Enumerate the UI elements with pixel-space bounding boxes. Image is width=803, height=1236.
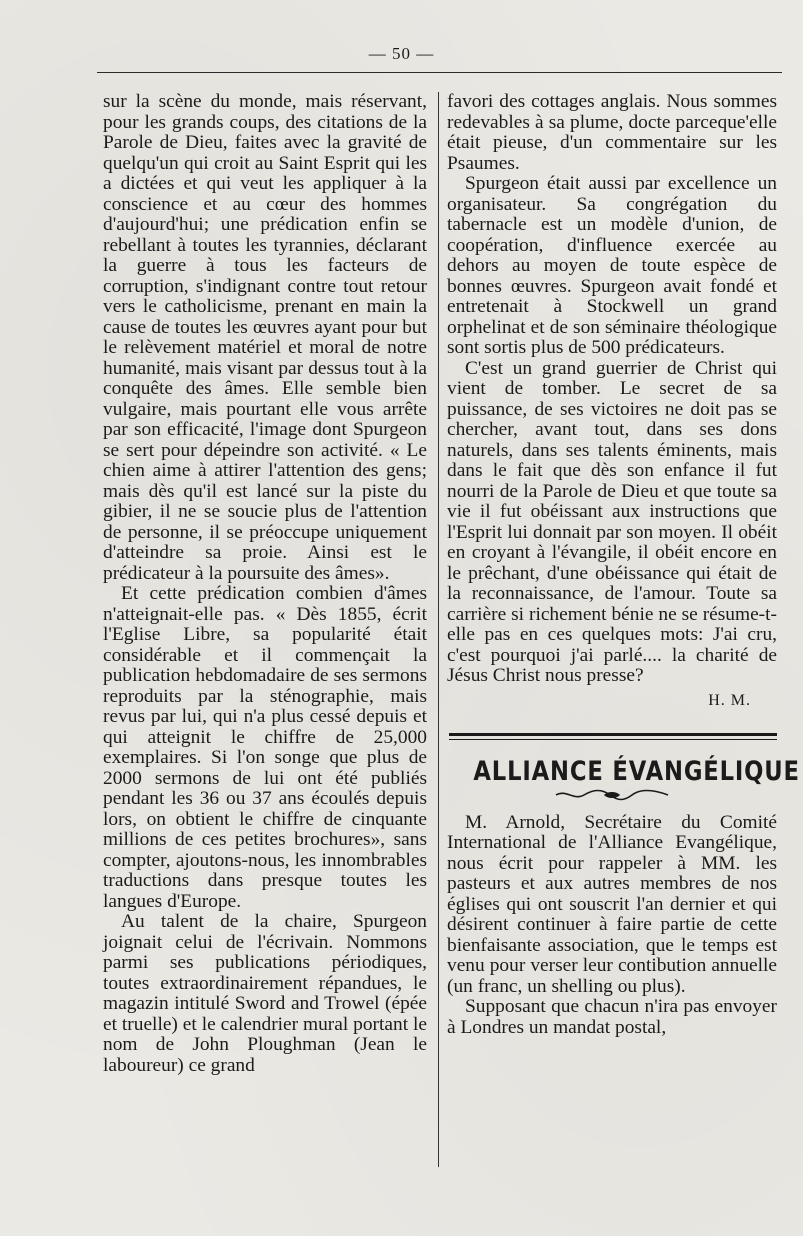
right-column — [447, 91, 800, 1038]
left-paragraph-3: Au talent de la chaire, Spurgeon joignait celui de l'écrivain. Nommons parmi ses publications périodiques, toutes extraordinairement répandues, le magazin intitulé Sword and Trowel (épée et truelle) et le calendrier mural portant le nom de John Ploughman (Jean le laboureur) ce grand — [103, 911, 427, 1076]
left-paragraph-1: sur la scène du monde, mais réservant, pour les grands coups, des citations de la Parole de Dieu, faites avec la gravité de quelqu'un qui croit au Saint Esprit qui les a dictées et qui veut les appliquer à la conscience et au cœur des hommes d'aujourd'hui; une prédication enfin se rebellant à toutes les tyrannies, déclarant la guerre à tous les facteurs de corruption, s'indignant contre tout retour vers le catholicisme, prenant en main la cause de toutes les œuvres ayant pour but le relèvement matériel et moral de notre humanité, mais visant par dessus tout à la conquête des âmes. Elle semble bien vulgaire, mais pourtant elle vous arrête par son efficacité, l'image dont Spurgeon se sert pour dépeindre son activité. « Le chien aime à attirer l'attention des gens; mais dès qu'il est lancé sur la piste du gibier, il ne se soucie plus de l'attention de personne, il se préoccupe uniquement d'atteindre sa proie. Ainsi est le prédicateur à la poursuite des âmes». — [103, 91, 427, 584]
column-divider — [438, 92, 439, 1167]
section-rule-thick — [449, 733, 777, 736]
article-signature: H. M. — [708, 691, 751, 709]
section-paragraph-2: Supposant que chacun n'ira pas envoyer à Londres un mandat postal, — [447, 996, 777, 1038]
left-column — [103, 92, 427, 1076]
page-number: — 50 — — [368, 44, 435, 63]
section-rule-thin — [449, 739, 777, 740]
left-paragraph-2: Et cette prédication combien d'âmes n'atteignait-elle pas. « Dès 1855, écrit l'Eglise Libre, sa popularité était considérable et il commençait la publication hebdomadaire de ses sermons reproduits par la sténographie, mais revus par lui, qui n'a plus cessé depuis et qui atteignit le chiffre de 25,000 exemplaires. Si l'on songe que plus de 2000 sermons de lui ont été publiés pendant les 36 ou 37 ans écoulés depuis lors, on obtient le chiffre de cinquante millions de ces petites brochures», sans compter, ajoutons-nous, les innombrables traductions dans presque toutes les langues d'Europe. — [103, 583, 427, 912]
right-paragraph-3: C'est un grand guerrier de Christ qui vient de tomber. Le secret de sa puissance, de ses victoires ne doit pas se chercher, avant tout, dans ses dons naturels, dans ses talents éminents, mais dans le fait que dès son enfance il fut nourri de la Parole de Dieu et que toute sa vie il fut obéissant aux instructions que l'Esprit lui donnait par son moyen. Il obéit en croyant à l'évangile, il obéit encore en le prêchant, d'une obéissance qui était de la reconnaissance, de l'amour. Toute sa carrière si richement bénie ne se résume-t-elle pas en ces quelques mots: J'ai cru, c'est pourquoi j'ai parlé.... la charité de Jésus Christ nous presse? — [447, 357, 777, 686]
ornament-flourish-icon — [552, 787, 672, 803]
right-paragraph-1: favori des cottages anglais. Nous sommes redevables à sa plume, docte parceque'elle était pieuse, d'un commentaire sur les Psaumes. — [447, 91, 777, 174]
header-rule — [97, 72, 782, 73]
right-paragraph-2: Spurgeon était aussi par excellence un organisateur. Sa congrégation du tabernacle est un modèle d'union, de coopération, d'influence exercée au dehors au moyen de toute espèce de bonnes œuvres. Spurgeon avait fondé et entretenait à Stockwell un grand orphelinat et de son séminaire théologique sont sortis plus de 500 prédicateurs. — [447, 173, 777, 358]
section-title: ALLIANCE ÉVANGÉLIQUE — [473, 756, 800, 787]
section-paragraph-1: M. Arnold, Secrétaire du Comité International de l'Alliance Evangélique, nous écrit pour rappeler à MM. les pasteurs et aux autres membres de nos églises qui ont souscrit l'an dernier et qui désirent continuer à faire partie de cette bienfaisante association, que le temps est venu pour verser leur contibution annuelle (un franc, un shelling ou plus). — [447, 811, 777, 997]
